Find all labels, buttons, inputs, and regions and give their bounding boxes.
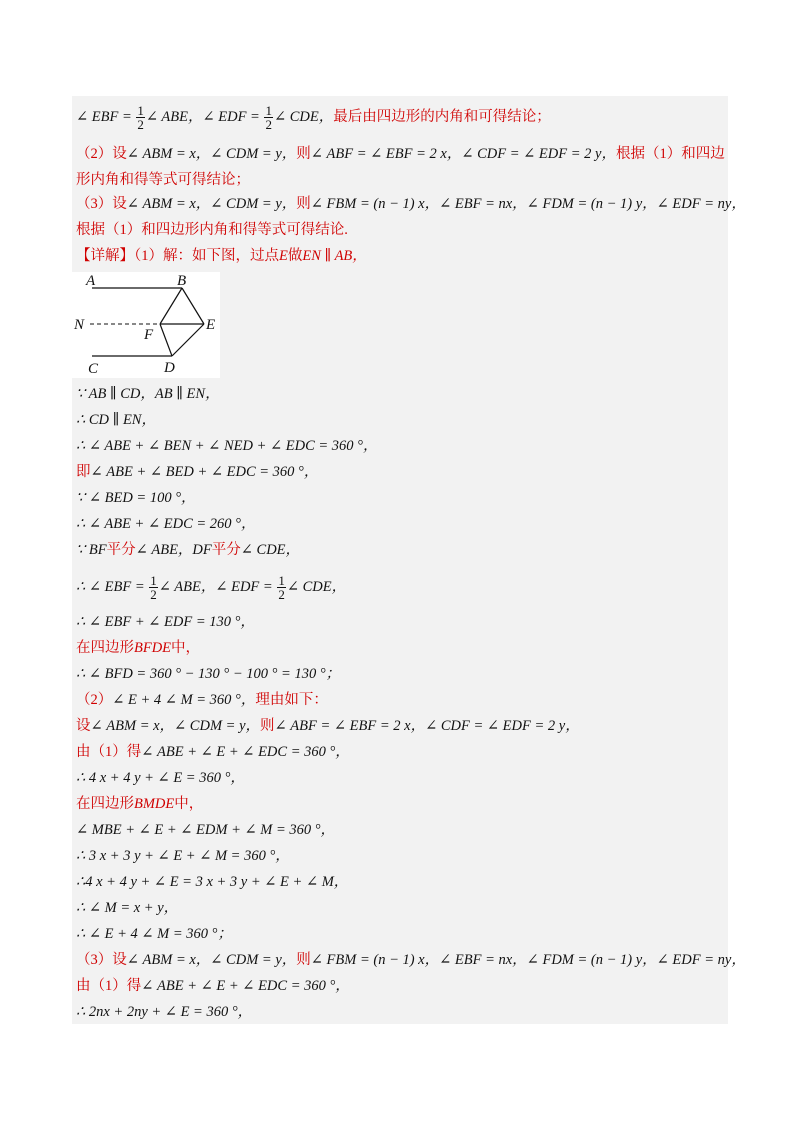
math-expression: BFDE <box>134 640 172 656</box>
fraction-denominator: 2 <box>278 587 285 602</box>
math-expression: ∴ ∠ BFD = 360 ° − 130 ° − 100 ° = 130 °； <box>76 666 341 682</box>
text-line <box>76 716 580 736</box>
math-expression: ∴ 4 x + 4 y + ∠ E = 360 °， <box>76 770 245 786</box>
text-line <box>76 170 250 190</box>
math-expression: ∠ CDE， <box>273 108 334 125</box>
math-expression: ∵ BF <box>76 542 107 558</box>
text-segment: 【详解】 <box>76 248 134 264</box>
text-segment: （1）解：如下图，过点 <box>134 248 279 264</box>
text-segment: 则 <box>296 952 311 968</box>
text-segment: 平分 <box>211 542 241 558</box>
math-expression: BMDE <box>134 796 175 812</box>
math-expression: E <box>279 248 288 264</box>
math-expression: ∴ ∠ ABE + ∠ EDC = 260 °， <box>76 516 256 532</box>
text-line <box>76 540 300 560</box>
text-segment: 中， <box>174 796 204 812</box>
math-expression: ∠ CDE， <box>240 542 301 558</box>
fraction <box>264 104 273 131</box>
label-f: F <box>144 327 154 343</box>
text-segment: 则 <box>260 718 275 734</box>
text-line <box>76 846 290 866</box>
text-line <box>76 462 318 482</box>
math-expression: ∴ ∠ EBF + ∠ EDF = 130 °， <box>76 614 255 630</box>
text-segment: 形内角和得等式可得结论； <box>76 172 250 188</box>
text-line <box>76 872 348 892</box>
math-expression: ∠ FBM = (n − 1) x，∠ EBF = nx，∠ FDM = (n − 1) y，∠ EDF = ny， <box>310 952 746 968</box>
math-expression: EN ∥ AB， <box>302 248 367 264</box>
math-expression: ∠ ABF = ∠ EBF = 2 x，∠ CDF = ∠ EDF = 2 y， <box>274 718 580 734</box>
math-expression: ∠ ABE，DF <box>135 542 212 558</box>
text-segment: （3）设 <box>76 952 127 968</box>
text-line <box>76 664 340 684</box>
fraction <box>277 574 286 601</box>
text-line <box>76 690 328 710</box>
math-expression: ∠ FBM = (n − 1) x，∠ EBF = nx，∠ FDM = (n − 1) y，∠ EDF = ny， <box>310 196 746 212</box>
math-expression: ∠ ABE，∠ EDF = <box>145 108 264 125</box>
text-line <box>76 898 178 918</box>
text-line <box>76 924 232 944</box>
math-expression: ∠ ABM = x，∠ CDM = y， <box>126 952 297 968</box>
text-segment: （2）设 <box>76 146 127 162</box>
text-segment: 即 <box>76 464 91 480</box>
fraction-numerator: 1 <box>137 103 144 118</box>
text-segment: 根据（1）和四边 <box>615 146 725 162</box>
text-line <box>76 144 725 164</box>
text-line <box>76 436 377 456</box>
text-segment: 由（1）得 <box>76 978 142 994</box>
fraction-denominator: 2 <box>137 117 144 132</box>
text-segment: 设 <box>76 718 91 734</box>
label-a: A <box>86 273 96 289</box>
text-segment: 在四边形 <box>76 640 134 656</box>
text-segment: 理由如下： <box>255 692 328 708</box>
text-line <box>76 638 200 658</box>
math-expression: ∠ ABM = x，∠ CDM = y， <box>90 718 261 734</box>
text-line <box>76 514 255 534</box>
math-expression: ∠ ABM = x，∠ CDM = y， <box>126 196 297 212</box>
text-line <box>76 410 156 430</box>
math-expression: ∴ ∠ EBF = <box>76 578 149 595</box>
math-expression: ∠ ABE + ∠ BED + ∠ EDC = 360 °， <box>90 464 319 480</box>
text-line <box>76 220 348 240</box>
fraction-numerator: 1 <box>278 573 285 588</box>
text-line <box>76 246 367 266</box>
text-line <box>76 612 255 632</box>
fraction-denominator: 2 <box>265 117 272 132</box>
math-expression: ∠ ABE，∠ EDF = <box>158 578 277 595</box>
fraction-numerator: 1 <box>150 573 157 588</box>
math-expression: ∠ ABE + ∠ E + ∠ EDC = 360 °， <box>141 978 350 994</box>
text-segment: 则 <box>296 146 311 162</box>
math-expression: ∠ ABE + ∠ E + ∠ EDC = 360 °， <box>141 744 350 760</box>
fraction <box>149 574 158 601</box>
math-expression: ∠ E + 4 ∠ M = 360 °， <box>112 692 256 708</box>
text-line <box>76 976 350 996</box>
math-expression: ∠ ABM = x，∠ CDM = y， <box>126 146 297 162</box>
text-segment: 在四边形 <box>76 796 134 812</box>
label-n: N <box>74 317 85 333</box>
label-e: E <box>206 317 216 333</box>
geometry-figure <box>70 272 220 378</box>
math-expression: ∴ 2nx + 2ny + ∠ E = 360 °， <box>76 1004 253 1020</box>
text-line <box>76 574 346 601</box>
math-expression: ∴4 x + 4 y + ∠ E = 3 x + 3 y + ∠ E + ∠ M， <box>76 874 349 890</box>
math-expression: ∴ ∠ ABE + ∠ BEN + ∠ NED + ∠ EDC = 360 °， <box>76 438 378 454</box>
text-segment: 则 <box>296 196 311 212</box>
text-line <box>76 820 335 840</box>
fraction <box>136 104 145 131</box>
text-line <box>76 194 746 214</box>
fraction-numerator: 1 <box>265 103 272 118</box>
text-segment: 最后由四边形的内角和可得结论； <box>333 108 551 125</box>
text-line <box>76 488 196 508</box>
label-b: B <box>177 273 187 289</box>
label-d: D <box>164 360 175 376</box>
text-segment: （3）设 <box>76 196 127 212</box>
math-expression: ∠ MBE + ∠ E + ∠ EDM + ∠ M = 360 °， <box>76 822 336 838</box>
text-segment: 平分 <box>106 542 136 558</box>
math-expression: ∵ ∠ BED = 100 °， <box>76 490 196 506</box>
math-expression: ∠ EBF = <box>76 108 136 125</box>
text-segment: 做 <box>287 248 303 264</box>
text-line <box>76 384 220 404</box>
text-line <box>76 1002 252 1022</box>
math-expression: ∴ ∠ M = x + y， <box>76 900 179 916</box>
text-line <box>76 104 551 131</box>
math-expression: ∴ CD ∥ EN， <box>76 412 156 428</box>
text-line <box>76 742 350 762</box>
text-line <box>76 794 203 814</box>
text-segment: 中， <box>171 640 201 656</box>
fraction-denominator: 2 <box>150 587 157 602</box>
math-expression: ∠ ABF = ∠ EBF = 2 x，∠ CDF = ∠ EDF = 2 y， <box>310 146 616 162</box>
math-expression: ∴ 3 x + 3 y + ∠ E + ∠ M = 360 °， <box>76 848 290 864</box>
math-expression: ∴ ∠ E + 4 ∠ M = 360 °； <box>76 926 232 942</box>
text-line <box>76 950 746 970</box>
math-expression: ∠ CDE， <box>286 578 347 595</box>
text-segment: 根据（1）和四边形内角和得等式可得结论. <box>76 222 348 238</box>
text-segment: 由（1）得 <box>76 744 142 760</box>
label-c: C <box>88 361 99 377</box>
text-line <box>76 768 245 788</box>
text-segment: （2） <box>76 692 113 708</box>
math-expression: ∵ AB ∥ CD，AB ∥ EN， <box>76 386 220 402</box>
